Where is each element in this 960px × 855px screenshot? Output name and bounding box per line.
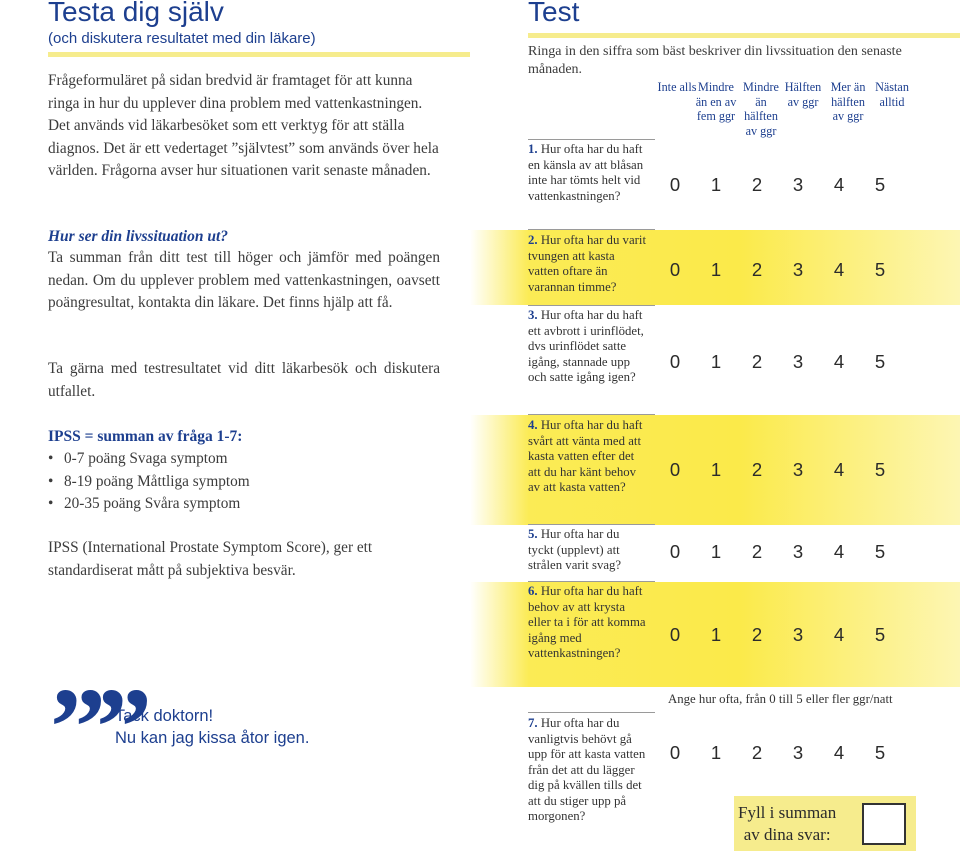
scale-option[interactable]: 1 [710, 541, 722, 562]
question-4: 4. Hur ofta har du haft svårt att vänta med att kasta vatten efter det att du har känt behov av att kasta vatten? [528, 418, 643, 494]
answer-scale-6[interactable] [666, 624, 906, 646]
scale-option[interactable]: 1 [710, 459, 722, 480]
testimonial-line-1: Tack doktorn! [115, 707, 214, 725]
question-2: 2. Hur ofta har du varit tvungen att kasta vatten oftare än varannan timme? [528, 233, 646, 294]
scale-option[interactable]: 0 [669, 259, 681, 280]
scale-option[interactable]: 3 [792, 624, 804, 645]
column-header: Mindre än hälften av ggr [743, 80, 779, 138]
scale-option[interactable]: 1 [710, 624, 722, 645]
column-header: Nästan alltid [875, 80, 909, 109]
testimonial-line-2: Nu kan jag kissa åtor igen. [115, 729, 310, 747]
section-heading: Hur ser din livssituation ut? [48, 228, 229, 245]
scale-option[interactable]: 3 [792, 174, 804, 195]
scale-option[interactable]: 2 [751, 624, 763, 645]
scale-option[interactable]: 3 [792, 259, 804, 280]
column-header: Mer än hälften av ggr [830, 80, 866, 123]
answer-scale-1[interactable] [666, 174, 906, 196]
question-divider [528, 524, 655, 525]
sum-input[interactable] [862, 803, 906, 845]
scale-option[interactable]: 4 [833, 351, 845, 372]
question-divider [528, 229, 655, 230]
question-5: 5. Hur ofta har du tyckt (upplevt) att strålen varit svag? [528, 527, 622, 572]
scale-option[interactable]: 2 [751, 742, 763, 763]
compare-paragraph: Ta summan från ditt test till höger och jämför med poängen nedan. Om du upplever problem med vattenkastningen, oavsett poängresultat, kontakta din läkare. Det finns hjälp att få. [48, 249, 440, 311]
scale-option[interactable]: 5 [874, 174, 886, 195]
question-divider [528, 139, 655, 140]
test-instruction: Ringa in den siffra som bäst beskriver din livssituation den senaste månaden. [528, 44, 902, 77]
score-item-moderate: • 8-19 poäng Måttliga symptom [48, 471, 250, 494]
score-list [48, 448, 250, 516]
answer-scale-5[interactable] [666, 541, 906, 563]
column-header: Hälften av ggr [784, 80, 822, 109]
q7-hint: Ange hur ofta, från 0 till 5 eller fler ggr/natt [668, 692, 893, 706]
scale-option[interactable]: 5 [874, 459, 886, 480]
scale-option[interactable]: 1 [710, 351, 722, 372]
page-subtitle: (och diskutera resultatet med din läkare) [48, 30, 316, 47]
scale-option[interactable]: 2 [751, 541, 763, 562]
scale-option[interactable]: 4 [833, 541, 845, 562]
question-divider [528, 581, 655, 582]
scale-option[interactable]: 4 [833, 742, 845, 763]
scale-option[interactable]: 2 [751, 259, 763, 280]
score-item-severe: • 20-35 poäng Svåra symptom [48, 493, 250, 516]
scale-option[interactable]: 4 [833, 259, 845, 280]
scale-option[interactable]: 2 [751, 459, 763, 480]
scale-option[interactable]: 3 [792, 459, 804, 480]
scale-option[interactable]: 5 [874, 624, 886, 645]
scale-option[interactable]: 4 [833, 174, 845, 195]
question-1: 1. Hur ofta har du haft en känsla av att blåsan inte har tömts helt vid vattenkastningen? [528, 142, 644, 203]
scale-option[interactable]: 1 [710, 742, 722, 763]
scale-option[interactable]: 4 [833, 624, 845, 645]
scale-option[interactable]: 0 [669, 174, 681, 195]
title-divider [48, 52, 470, 57]
column-header: Mindre än en av fem ggr [695, 80, 737, 123]
column-header: Inte alls [657, 80, 697, 94]
answer-scale-7[interactable] [666, 742, 906, 764]
scale-option[interactable]: 5 [874, 351, 886, 372]
question-7: 7. Hur ofta har du vanligtvis behövt gå upp för att kasta vatten från det att du lägger dig på kvällen tills det att du stiger upp på morgonen? [528, 716, 646, 823]
scale-option[interactable]: 3 [792, 742, 804, 763]
scale-option[interactable]: 3 [792, 351, 804, 372]
scale-option[interactable]: 4 [833, 459, 845, 480]
score-item-mild: • 0-7 poäng Svaga symptom [48, 448, 250, 471]
answer-scale-4[interactable] [666, 459, 906, 481]
scale-option[interactable]: 0 [669, 351, 681, 372]
testimonial-quote [115, 705, 309, 749]
scale-option[interactable]: 3 [792, 541, 804, 562]
discuss-paragraph: Ta gärna med testresultatet vid ditt läkarbesök och diskutera utfallet. [48, 360, 440, 400]
scale-option[interactable]: 0 [669, 742, 681, 763]
scale-option[interactable]: 0 [669, 459, 681, 480]
page-title: Testa dig själv [48, 0, 224, 27]
scale-option[interactable]: 1 [710, 174, 722, 195]
scale-option[interactable]: 5 [874, 742, 886, 763]
question-6: 6. Hur ofta har du haft behov av att krysta eller ta i för att komma igång med vattenkastningen? [528, 584, 646, 660]
ipss-description: IPSS (International Prostate Symptom Score), ger ett standardiserat mått på subjektiva besvär. [48, 539, 373, 579]
test-title-divider [528, 33, 960, 38]
scale-option[interactable]: 2 [751, 351, 763, 372]
answer-scale-3[interactable] [666, 351, 906, 373]
scale-option[interactable]: 2 [751, 174, 763, 195]
answer-scale-2[interactable] [666, 259, 906, 281]
test-column [470, 0, 960, 855]
scale-option[interactable]: 5 [874, 541, 886, 562]
scale-option[interactable]: 1 [710, 259, 722, 280]
sum-label: Fyll i summan av dina svar: [738, 803, 837, 844]
scale-option[interactable]: 0 [669, 624, 681, 645]
scale-option[interactable]: 0 [669, 541, 681, 562]
question-divider [528, 305, 655, 306]
quote-mark-icon: ”” [50, 666, 142, 790]
intro-paragraph: Frågeformuläret på sidan bredvid är framtaget för att kunna ringa in hur du upplever dina problem med vattenkastningen. Det används vid läkarbesöket som ett verktyg för att ställa diagnos. Det är ett vedertaget ”självtest” som används över hela världen. Frågorna avser hur situationen varit senaste månaden. [48, 72, 439, 179]
test-title: Test [528, 0, 580, 27]
ipss-heading: IPSS = summan av fråga 1-7: [48, 428, 243, 445]
info-column [0, 0, 470, 855]
question-divider [528, 414, 655, 415]
question-divider [528, 712, 655, 713]
question-3: 3. Hur ofta har du haft ett avbrott i urinflödet, dvs urinflödet satte igång, stannade upp och satte igång igen? [528, 308, 644, 384]
scale-option[interactable]: 5 [874, 259, 886, 280]
